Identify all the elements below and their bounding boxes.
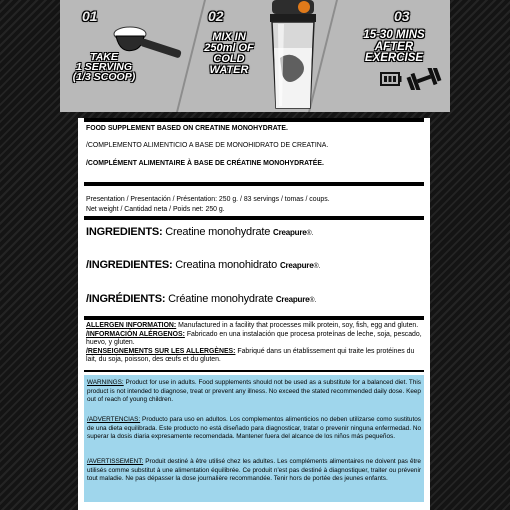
rule [84, 216, 424, 220]
step-2-line: WATER [209, 64, 249, 76]
top-rule [84, 118, 424, 122]
rule [84, 370, 424, 372]
warnings-es-heading: /ADVERTENCIAS: [87, 416, 141, 423]
step-3-line: 15-30 MINS [363, 29, 425, 41]
allergen-es-heading: /INFORMACIÓN ALÉRGENOS: [86, 330, 185, 338]
nutrition-label [78, 118, 430, 510]
registered-mark: ®. [306, 230, 314, 237]
step-3 [324, 0, 450, 112]
step-1-text [66, 52, 142, 82]
battery-icon [380, 70, 402, 88]
step-1-number: 01 [82, 8, 98, 24]
step-1-line: (1/3 SCOOP) [72, 71, 136, 83]
ingredients-es-body: Creatina monohidrato [172, 259, 280, 271]
step-3-line: EXERCISE [364, 52, 424, 64]
step-2-line: MIX IN [212, 31, 246, 43]
allergen-info [86, 322, 424, 365]
registered-mark: ®. [313, 263, 321, 270]
rule [84, 182, 424, 186]
step-3-number: 03 [394, 8, 410, 24]
ingredients-en-heading: INGREDIENTS: [86, 226, 163, 238]
description-fr: /COMPLÉMENT ALIMENTAIRE À BASE DE CRÉATINE MONOHYDRATÉE. [86, 160, 324, 167]
step-3-text [342, 30, 446, 65]
presentation-text: Presentation / Presentación / Présentation: 250 g. / 83 servings / tomas / coups. [86, 196, 330, 203]
directions-banner [60, 0, 450, 112]
warnings-fr [87, 458, 421, 484]
warnings-es [87, 416, 421, 442]
allergen-en-body: Manufactured in a facility that processes milk protein, soy, fish, egg and gluten. [176, 322, 419, 329]
ingredients-es [86, 259, 424, 273]
shaker-icon [262, 0, 324, 112]
dumbbell-icon [406, 68, 442, 90]
creapure-brand: Creapure [279, 261, 314, 270]
warnings-fr-heading: /AVERTISSEMENT: [87, 458, 144, 465]
warnings-es-body: Producto para uso en adultos. Los complementos alimenticios no deben utilizarse como sustitutos de una dieta equilibrada. Este producto no está diseñado para diagnosticar, tratar o prevenir ninguna enfermedad. No superar la dosis diaria expresamente recomendada. Mantener fuera del alcance de los niños más pequeños. [87, 416, 421, 441]
creapure-brand: Creapure [275, 295, 310, 304]
step-1-line: TAKE [90, 51, 118, 63]
warnings-en-heading: WARNINGS: [87, 379, 124, 386]
step-1-line: 1 SERVING [75, 61, 133, 73]
registered-mark: ®. [309, 297, 317, 304]
description-es: /COMPLEMENTO ALIMENTICIO A BASE DE MONOHIDRATO DE CREATINA. [86, 142, 329, 149]
ingredients-fr-body: Créatine monohydrate [165, 293, 276, 305]
ingredients-fr-heading: /INGRÉDIENTS: [86, 293, 166, 305]
allergen-en-heading: ALLERGEN INFORMATION: [86, 322, 177, 329]
creapure-brand: Creapure [273, 228, 307, 237]
rule [84, 316, 424, 320]
step-2-line: COLD [213, 53, 245, 65]
step-1 [60, 0, 190, 112]
allergen-fr-heading: /RENSEIGNEMENTS SUR LES ALLERGÈNES: [86, 347, 236, 355]
warnings-fr-body: Produit destiné à être utilisé chez les adultes. Les compléments alimentaires ne doivent pas être utilisés comme substitut à une alimentation équilibrée. Ce produit n'est pas destiné à diagnostiquer, traiter ou prévenir tout maladie. Ne pas dépasser la dose journalière recommandée. Tenir hors de portée des jeunes enfants. [87, 458, 421, 483]
ingredients-en [86, 226, 424, 240]
allergen-es-body: Fabricado en una instalación que procesa proteínas de leche, soja, pescado, huevo, y gluten. [86, 330, 422, 347]
description-en: FOOD SUPPLEMENT BASED ON CREATINE MONOHYDRATE. [86, 125, 288, 132]
ingredients-es-heading: /INGREDIENTES: [86, 259, 173, 271]
step-2-text [192, 32, 266, 76]
step-2 [192, 0, 322, 112]
step-3-line: AFTER [374, 40, 414, 53]
warnings-en [87, 379, 421, 405]
net-weight-text: Net weight / Cantidad neta / Poids net: 250 g. [86, 206, 225, 213]
warnings-en-body: Product for use in adults. Food supplements should not be used as a substitute for a balanced diet. This product is not intended to diagnose, treat or prevent any illness. No exceed the stated recommended daily dose. Keep out of reach of young children. [87, 379, 421, 404]
step-2-number: 02 [208, 8, 224, 24]
ingredients-fr [86, 293, 424, 307]
warnings-box [84, 375, 424, 502]
allergen-fr-body: Fabriqué dans un établissement qui traite les protéines du lait, du soja, poisson, des œufs et du gluten. [86, 347, 415, 364]
step-2-line: 250ml OF [204, 42, 254, 54]
ingredients-en-body: Creatine monohydrate [162, 226, 273, 238]
